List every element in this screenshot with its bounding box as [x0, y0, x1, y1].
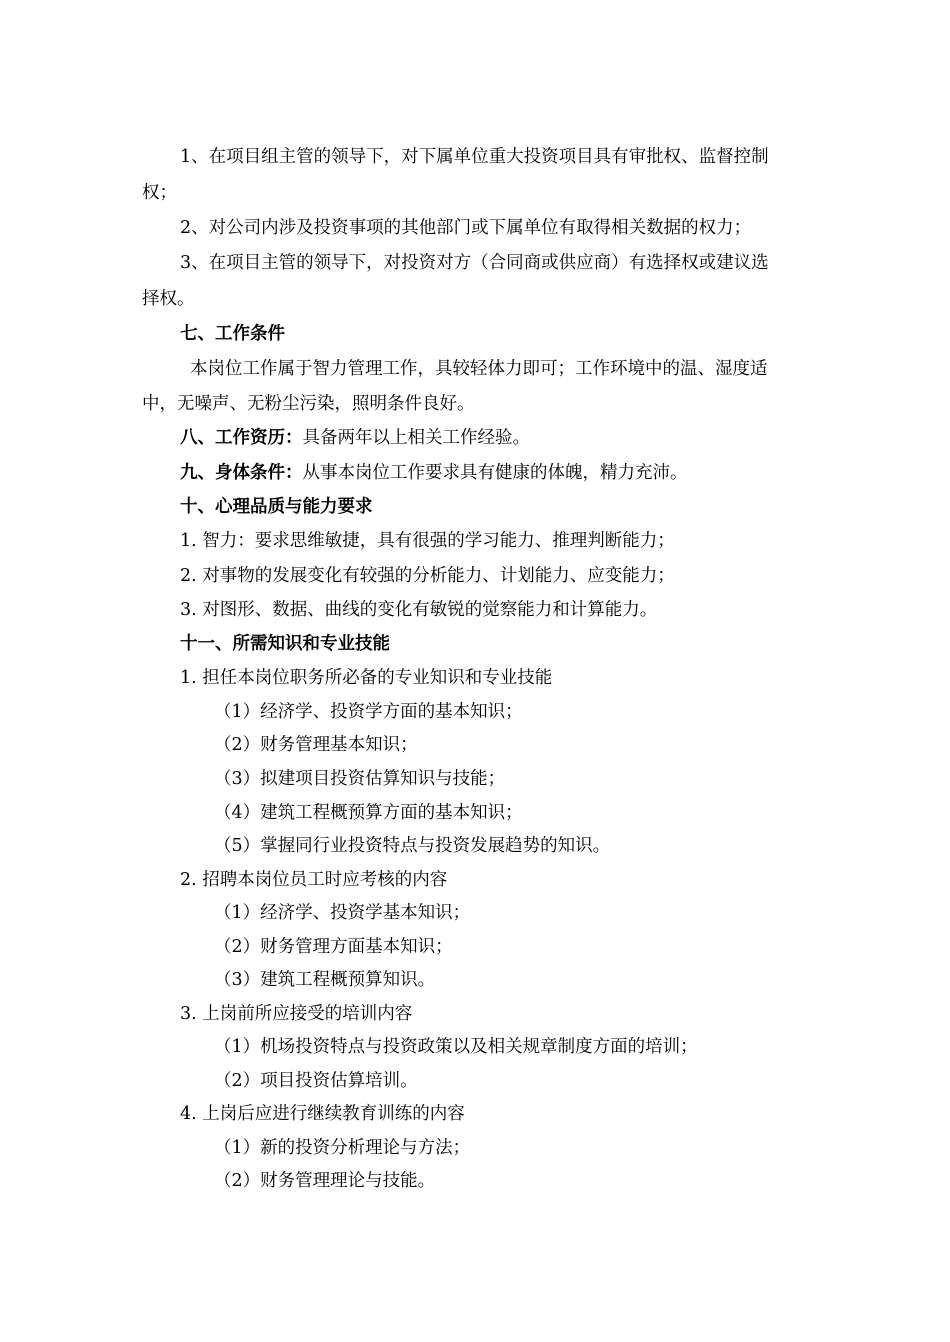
section-7-line-1: 本岗位工作属于智力管理工作，具较轻体力即可；工作环境中的温、湿度适	[190, 359, 768, 379]
section-11-sub-item: （3）拟建项目投资估算知识与技能；	[214, 769, 506, 789]
section-11-heading: 十一、所需知识和专业技能	[180, 634, 390, 654]
section-10-heading: 十、心理品质与能力要求	[180, 497, 373, 517]
section-8-text: 具备两年以上相关工作经验。	[302, 428, 530, 448]
authority-item-2: 2、对公司内涉及投资事项的其他部门或下属单位有取得相关数据的权力；	[180, 218, 752, 238]
authority-item-3-line-2: 择权。	[142, 289, 195, 309]
authority-item-1-line-1: 1、在项目组主管的领导下，对下属单位重大投资项目具有审批权、监督控制	[180, 147, 769, 167]
section-7-heading: 七、工作条件	[180, 324, 285, 344]
section-11-sub-item: （4）建筑工程概预算方面的基本知识；	[214, 803, 523, 823]
section-9-label: 九、身体条件：	[180, 463, 303, 483]
section-11-sub-item: （1）新的投资分析理论与方法；	[214, 1138, 471, 1158]
section-11-sub-item: （1）经济学、投资学方面的基本知识；	[214, 702, 523, 722]
section-11-group-title: 4. 上岗后应进行继续教育训练的内容	[180, 1104, 465, 1124]
section-11-sub-item: （2）项目投资估算培训。	[214, 1071, 418, 1091]
section-11-sub-item: （2）财务管理方面基本知识；	[214, 937, 453, 957]
section-11-sub-item: （2）财务管理基本知识；	[214, 735, 418, 755]
section-11-group-title: 3. 上岗前所应接受的培训内容	[180, 1004, 413, 1024]
section-11-group-title: 2. 招聘本岗位员工时应考核的内容	[180, 870, 448, 890]
section-11-sub-item: （1）经济学、投资学基本知识；	[214, 903, 471, 923]
section-11-sub-item: （3）建筑工程概预算知识。	[214, 970, 436, 990]
section-10-item: 1. 智力：要求思维敏捷，具有很强的学习能力、推理判断能力；	[180, 531, 675, 551]
authority-item-3-line-1: 3、在项目主管的领导下，对投资对方（合同商或供应商）有选择权或建议选	[180, 253, 769, 273]
section-10-item: 3. 对图形、数据、曲线的变化有敏锐的觉察能力和计算能力。	[180, 600, 658, 620]
section-11-sub-item: （1）机场投资特点与投资政策以及相关规章制度方面的培训；	[214, 1037, 698, 1057]
section-8-label: 八、工作资历：	[180, 428, 303, 448]
section-11-sub-item: （2）财务管理理论与技能。	[214, 1171, 436, 1191]
section-9-text: 从事本岗位工作要求具有健康的体魄，精力充沛。	[302, 463, 688, 483]
section-7-line-2: 中，无噪声、无粉尘污染，照明条件良好。	[142, 394, 475, 414]
section-10-item: 2. 对事物的发展变化有较强的分析能力、计划能力、应变能力；	[180, 566, 675, 586]
section-9	[180, 461, 688, 485]
section-8	[180, 426, 530, 450]
section-11-group-title: 1. 担任本岗位职务所必备的专业知识和专业技能	[180, 668, 553, 688]
section-11-sub-item: （5）掌握同行业投资特点与投资发展趋势的知识。	[214, 836, 611, 856]
authority-item-1-line-2: 权；	[142, 183, 177, 203]
